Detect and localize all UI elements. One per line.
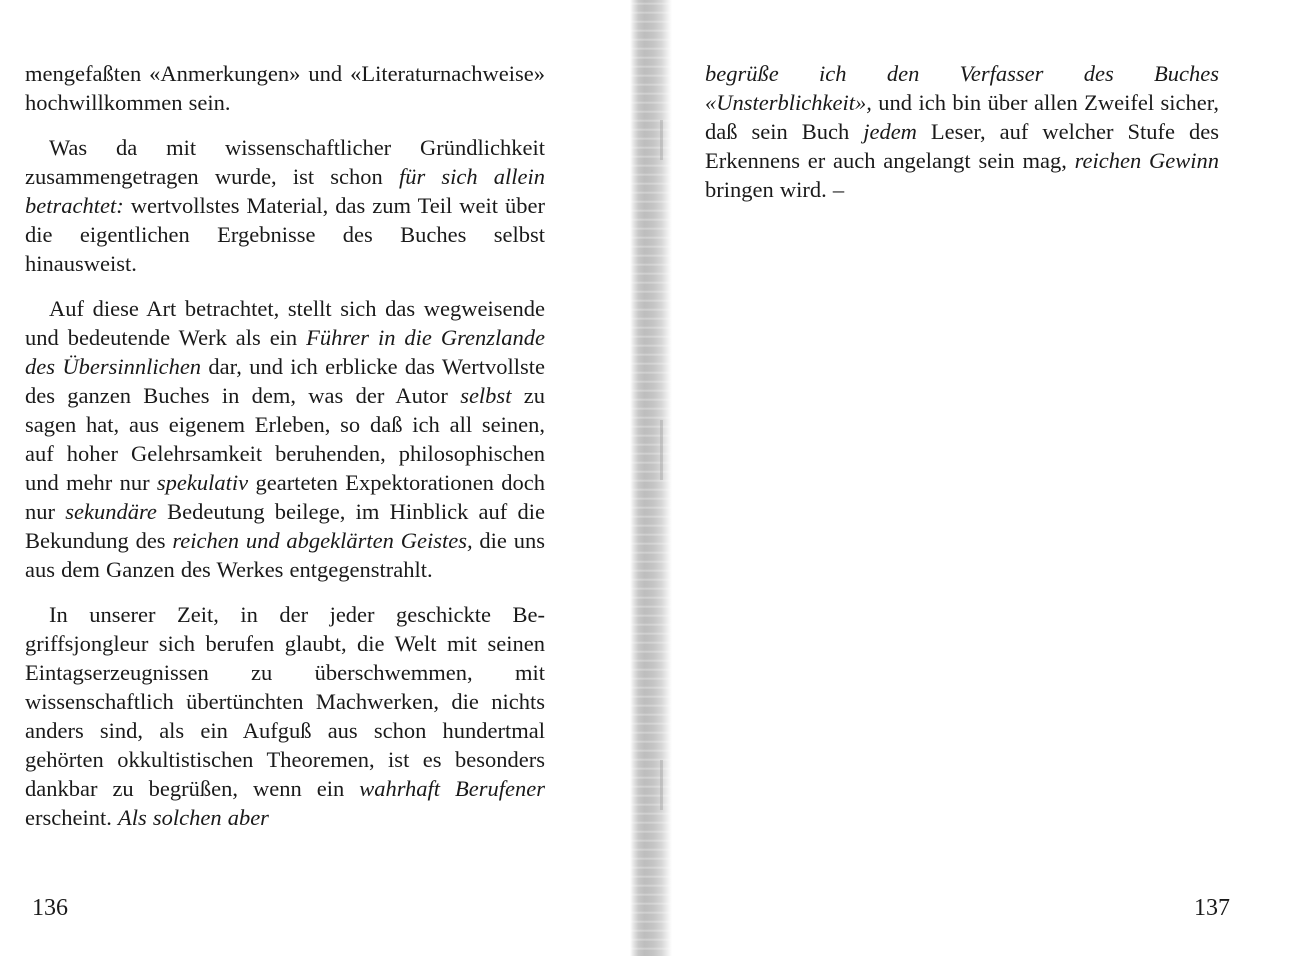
text-run: dar, und ich erblicke das Wertvollste des ganzen Buches in dem, was der Autor — [25, 354, 545, 408]
text-run: zu sagen hat, aus eigenem Erleben, so daß ich all seinen, auf hoher Gelehrsamkeit beruhenden, philosophischen und mehr nur — [25, 383, 545, 495]
italic-run: Führer in die Grenzlande des Übersinnlichen — [25, 325, 545, 379]
left-paragraph-4 — [25, 600, 545, 832]
gutter-speck — [660, 120, 663, 160]
left-page — [25, 0, 545, 832]
left-paragraph-2 — [25, 133, 545, 278]
italic-run: für sich allein betrachtet: — [25, 164, 546, 218]
italic-run: begrüße ich den Verfasser des Buches «Unsterblichkeit», — [705, 61, 1219, 115]
right-page — [705, 0, 1219, 204]
gutter-speck — [660, 760, 663, 810]
italic-run: reichen Gewinn — [1074, 148, 1219, 173]
gutter-speck — [660, 420, 663, 480]
text-run: In unserer Zeit, in der jeder geschickte Begriffsjongleur sich berufen glaubt, die Welt mit seinen Eintagserzeugnissen zu überschwemmen, mit wissenschaftlich übertünchten Machwerken, die nichts anders sind, als ein Aufguß aus schon hundertmal gehörten okkultistischen Theoremen, ist es besonders dankbar zu begrüßen, wenn ein — [25, 602, 545, 801]
page-number-right: 137 — [1194, 895, 1230, 921]
text-run: wertvollstes Material, das zum Teil weit über die eigentlichen Ergebnisse des Buches selbst hinausweist. — [25, 193, 545, 276]
text-run: Bedeutung beilege, im Hinblick auf die Bekundung des — [25, 499, 545, 553]
left-paragraph-3 — [25, 294, 545, 584]
italic-run: selbst — [460, 383, 512, 408]
italic-run: reichen und abgeklärten Geistes, — [172, 528, 473, 553]
book-gutter — [630, 0, 672, 956]
italic-run: sekundäre — [65, 499, 157, 524]
page-number-left: 136 — [32, 895, 68, 921]
text-run: gearteten Expektorationen doch nur — [25, 470, 545, 524]
text-run: Auf diese Art betrachtet, stellt sich das wegweisende und bedeutende Werk als ein — [25, 296, 545, 350]
left-paragraph-1 — [25, 59, 545, 117]
right-paragraph-1 — [705, 59, 1219, 204]
text-run: und ich bin über allen Zweifel sicher, daß sein Buch — [705, 90, 1219, 144]
italic-run: spekulativ — [156, 470, 249, 495]
italic-run: wahrhaft Berufener — [359, 776, 545, 801]
text-run: erscheint. — [25, 805, 118, 830]
text-run: Leser, auf welcher Stufe des Erkennens er auch angelangt sein mag, — [705, 119, 1219, 173]
text-run: Was da mit wissenschaftlicher Gründlichkeit zusammengetragen wurde, ist schon — [25, 135, 545, 189]
text-run: bringen wird. – — [705, 177, 845, 202]
text-run: mengefaßten «Anmerkungen» und «Literaturnachweise» hochwillkommen sein. — [25, 61, 545, 115]
italic-run: jedem — [863, 119, 917, 144]
text-run: die uns aus dem Ganzen des Werkes entgegenstrahlt. — [25, 528, 545, 582]
italic-run: Als solchen aber — [117, 805, 269, 830]
